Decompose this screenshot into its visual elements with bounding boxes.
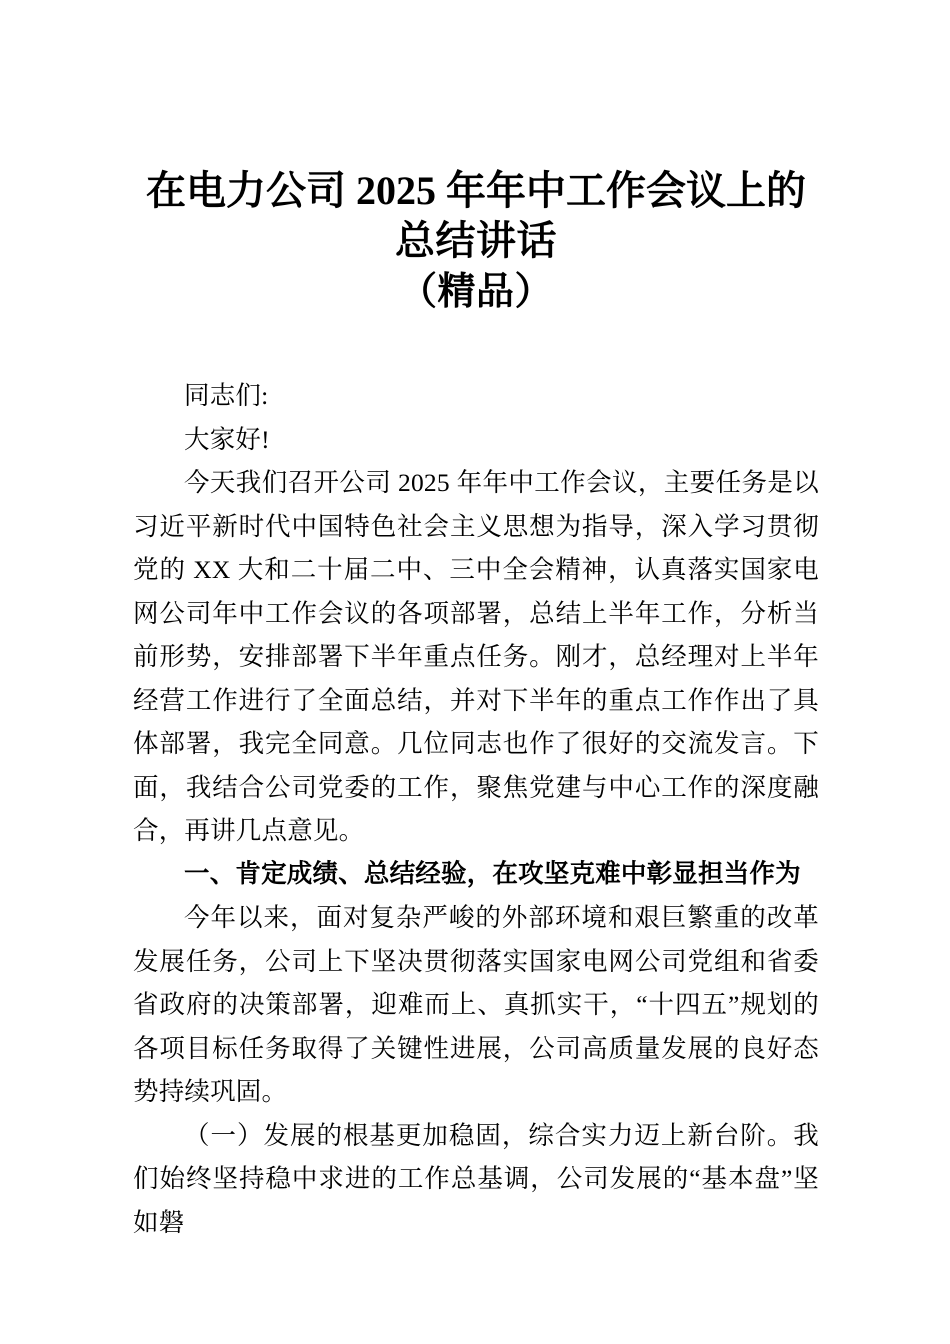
section-1-intro-paragraph: 今年以来，面对复杂严峻的外部环境和艰巨繁重的改革发展任务，公司上下坚决贯彻落实国家电网公司党组和省委省政府的决策部署，迎难而上、真抓实干，“十四五”规划的各项目标任务取得了关键性进展，公司高质量发展的良好态势持续巩固。 (133, 903, 819, 1106)
title-line-2: 总结讲话 (395, 218, 557, 263)
title-subtitle: （精品） (398, 271, 553, 313)
page-title (133, 0, 819, 318)
section-1-item-1-paragraph: （一）发展的根基更加稳固，综合实力迈上新台阶。我们始终坚持稳中求进的工作总基调，公司发展的“基本盘”坚如磐 (133, 1120, 819, 1237)
opening-paragraph: 今天我们召开公司 2025 年年中工作会议，主要任务是以习近平新时代中国特色社会主义思想为指导，深入学习贯彻党的 XX 大和二十届二中、三中全会精神，认真落实国家电网公司年中工作会议的各项部署，总结上半年工作，分析当前形势，安排部署下半年重点任务。刚才，总经理对上半年经营工作进行了全面总结，并对下半年的重点工作作出了具体部署，我完全同意。几位同志也作了很好的交流发言。下面，我结合公司党委的工作，聚焦党建与中心工作的深度融合，再讲几点意见。 (133, 468, 819, 845)
title-line-1: 在电力公司 2025 年年中工作会议上的 (146, 168, 806, 213)
page-content (133, 0, 819, 1244)
salutation: 同志们: (184, 381, 269, 410)
document-body (133, 374, 819, 1244)
section-heading-1: 一、肯定成绩、总结经验，在攻坚克难中彰显担当作为 (184, 858, 801, 889)
greeting: 大家好! (184, 424, 270, 454)
